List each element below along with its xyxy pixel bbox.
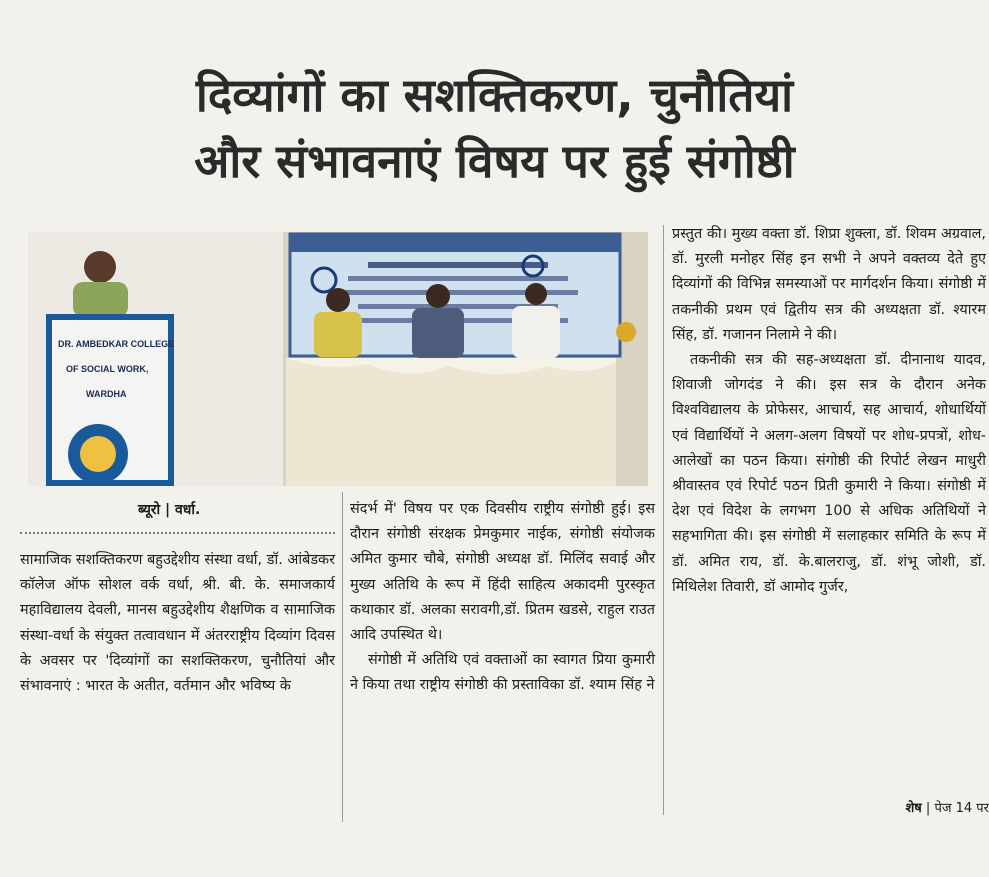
column-3-paragraph-1: प्रस्तुत की। मुख्य वक्ता डॉ. शिप्रा शुक्ला, डॉ. शिवम अग्रवाल, डॉ. मुरली मनोहर सिंह इन सभी ने अपने वक्तव्य देते हुए दिव्यांगों की विभिन्न समस्याओं पर मार्गदर्शन किया। संगोष्ठी में तकनीकी प्रथम एवं द्वितीय सत्र की अध्यक्षता डॉ. श्यारम सिंह, डॉ. गजानन निलामे ने की। — [672, 226, 986, 343]
headline-line-2: और संभावनाएं विषय पर हुई संगोष्ठी — [194, 134, 795, 188]
column-2-paragraph-1: संदर्भ में' विषय पर एक दिवसीय राष्ट्रीय संगोष्ठी हुई। इस दौरान संगोष्ठी संरक्षक प्रेमकुमार नाईक, संगोष्ठी संयोजक अमित कुमार चौबे, संगोष्ठी अध्यक्ष डॉ. मिलिंद सवाई और मुख्य अतिथि के रूप में हिंदी साहित्य अकादमी पुरस्कृत कथाकार डॉ. अलका सरावगी,डॉ. प्रितम खडसे, राहुल राउत आदि उपस्थित थे। — [350, 501, 655, 644]
podium-text-1: DR. AMBEDKAR COLLEGE — [58, 339, 175, 349]
continuation-label: शेष — [905, 801, 922, 816]
column-1-text: सामाजिक सशक्तिकरण बहुउद्देशीय संस्था वर्धा, डॉ. आंबेडकर कॉलेज ऑफ सोशल वर्क वर्धा, श्री. बी. के. समाजकार्य महाविद्यालय देवली, मानस बहुउद्देशीय शैक्षणिक व सामाजिक संस्था-वर्धा के संयुक्त तत्वावधान में अंतरराष्ट्रीय दिव्यांग दिवस के अवसर पर 'दिव्यांगों का सशक्तिकरण, चुनौतियां और संभावनाएं : भारत के अतीत, वर्तमान और भविष्य के — [20, 552, 335, 695]
column-rule-1 — [342, 492, 343, 822]
headline-line-1: दिव्यांगों का सशक्तिकरण, चुनौतियां — [195, 68, 794, 122]
article-column-3 — [672, 222, 986, 600]
continuation-page: पेज 14 पर — [934, 801, 989, 816]
byline: ब्यूरो | वर्धा. — [138, 502, 201, 518]
article-column-2 — [350, 497, 655, 699]
podium-text-3: WARDHA — [86, 389, 127, 399]
podium-text-2: OF SOCIAL WORK, — [66, 364, 149, 374]
continuation-note: शेष | पेज 14 पर — [905, 801, 989, 816]
article-column-1 — [20, 548, 335, 699]
byline-divider — [20, 532, 335, 534]
event-photo — [28, 232, 648, 486]
column-rule-2 — [663, 225, 664, 815]
column-3-paragraph-2: तकनीकी सत्र की सह-अध्यक्षता डॉ. दीनानाथ यादव, शिवाजी जोगदंड ने की। इस सत्र के दौरान अनेक विश्वविद्यालय के प्रोफेसर, आचार्य, सह आचार्य, शोधार्थियों एवं विद्यार्थियों ने अलग-अलग विषयों पर शोध-प्रपत्रों, शोध-आलेखों का पठन किया। संगोष्ठी की रिपोर्ट लेखन माधुरी श्रीवास्तव एवं रिपोर्ट पठन प्रिती कुमारी ने किया। संगोष्ठी में देश एवं विदेश के लगभग 100 से अधिक अतिथियों ने सहभागिता की। इस संगोष्ठी में सलाहकार समिति के रूप में डॉ. अमित राय, डॉ. के.बालराजु, डॉ. शंभू जोशी, डॉ. मिथिलेश तिवारी, डॉ आमोद गुर्जर, — [672, 352, 986, 595]
column-2-paragraph-2: संगोष्ठी में अतिथि एवं वक्ताओं का स्वागत प्रिया कुमारी ने किया तथा राष्ट्रीय संगोष्ठी की प्रस्ताविका डॉ. श्याम सिंह ने — [350, 652, 655, 694]
